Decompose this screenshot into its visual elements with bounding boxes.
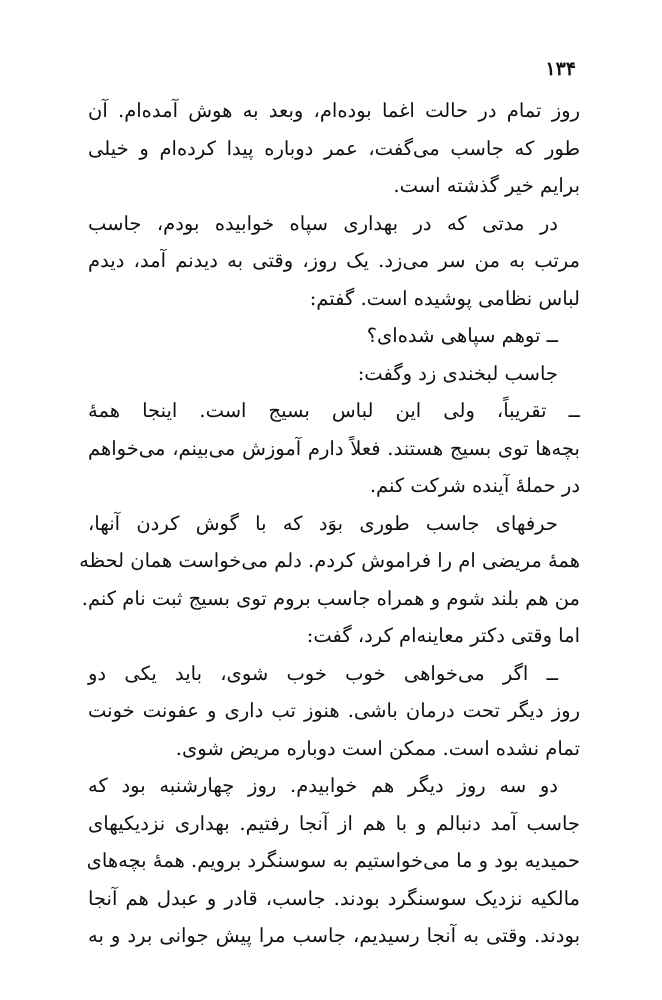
text-line: دو سه روز دیگر هم خوابیدم. روز چهارشنبه بود که xyxy=(88,774,558,797)
text-line: همهٔ مریضی ام را فراموش کردم. دلم می‌خواست همان لحظه xyxy=(79,549,580,572)
text-line: تمام نشده است. ممکن است دوباره مریض شوی. xyxy=(175,736,580,760)
text-line: جاسب لبخندی زد وگفت: xyxy=(357,361,558,385)
text-line: روز دیگر تحت درمان باشی. هنوز تب داری و عفونت خونت xyxy=(88,699,580,722)
text-line: جاسب آمد دنبالم و با هم از آنجا رفتیم. بهداری نزدیکیهای xyxy=(88,811,580,835)
text-line: حمیدیه بود و ما می‌خواستیم به سوسنگرد برویم. همهٔ بچه‌های xyxy=(86,849,580,872)
text-line: مالکیه نزدیک سوسنگرد بودند. جاسب، قادر و عبدل هم آنجا xyxy=(88,886,580,910)
text-line: اما وقتی دکتر معاینه‌ام کرد، گفت: xyxy=(306,624,580,647)
text-line: بچه‌ها توی بسیج هستند. فعلاً دارم آموزش می‌بینم، می‌خواهم xyxy=(88,436,580,460)
text-line: من هم بلند شوم و همراه جاسب بروم توی بسیج ثبت نام کنم. xyxy=(81,586,580,610)
text-line: برایم خیر گذشته است. xyxy=(393,174,580,197)
text-line: حرفهای جاسب طوری بوَد که با گوش کردن آنها، xyxy=(88,511,558,535)
text-line: لباس نظامی پوشیده است. گفتم: xyxy=(309,286,580,310)
text-line: ــ اگر می‌خواهی خوب خوب شوی، باید یکی دو xyxy=(88,661,558,685)
text-line: مرتب به من سر می‌زد. یک روز، وقتی به دیدنم آمد، دیدم xyxy=(88,249,580,272)
text-line: ــ تقریباً، ولی این لباس بسیج است. اینجا همهٔ xyxy=(88,399,580,422)
text-line: روز تمام در حالت اغما بوده‌ام، وبعد به هوش آمده‌ام. آن xyxy=(88,99,580,122)
page-number: ۱۳۴ xyxy=(545,58,576,80)
text-line: بودند. وقتی به آنجا رسیدیم، جاسب مرا پیش جوانی برد و به xyxy=(88,924,580,947)
text-line: در مدتی که در بهداری سپاه خوابیده بودم، جاسب xyxy=(88,211,558,235)
text-line: در حملهٔ آینده شرکت کنم. xyxy=(369,474,580,497)
text-line: ــ توهم سپاهی شده‌ای؟ xyxy=(366,324,558,347)
text-line: طور که جاسب می‌گفت، عمر دوباره پیدا کرده‌ام و خیلی xyxy=(88,136,580,160)
body-text xyxy=(79,92,580,955)
